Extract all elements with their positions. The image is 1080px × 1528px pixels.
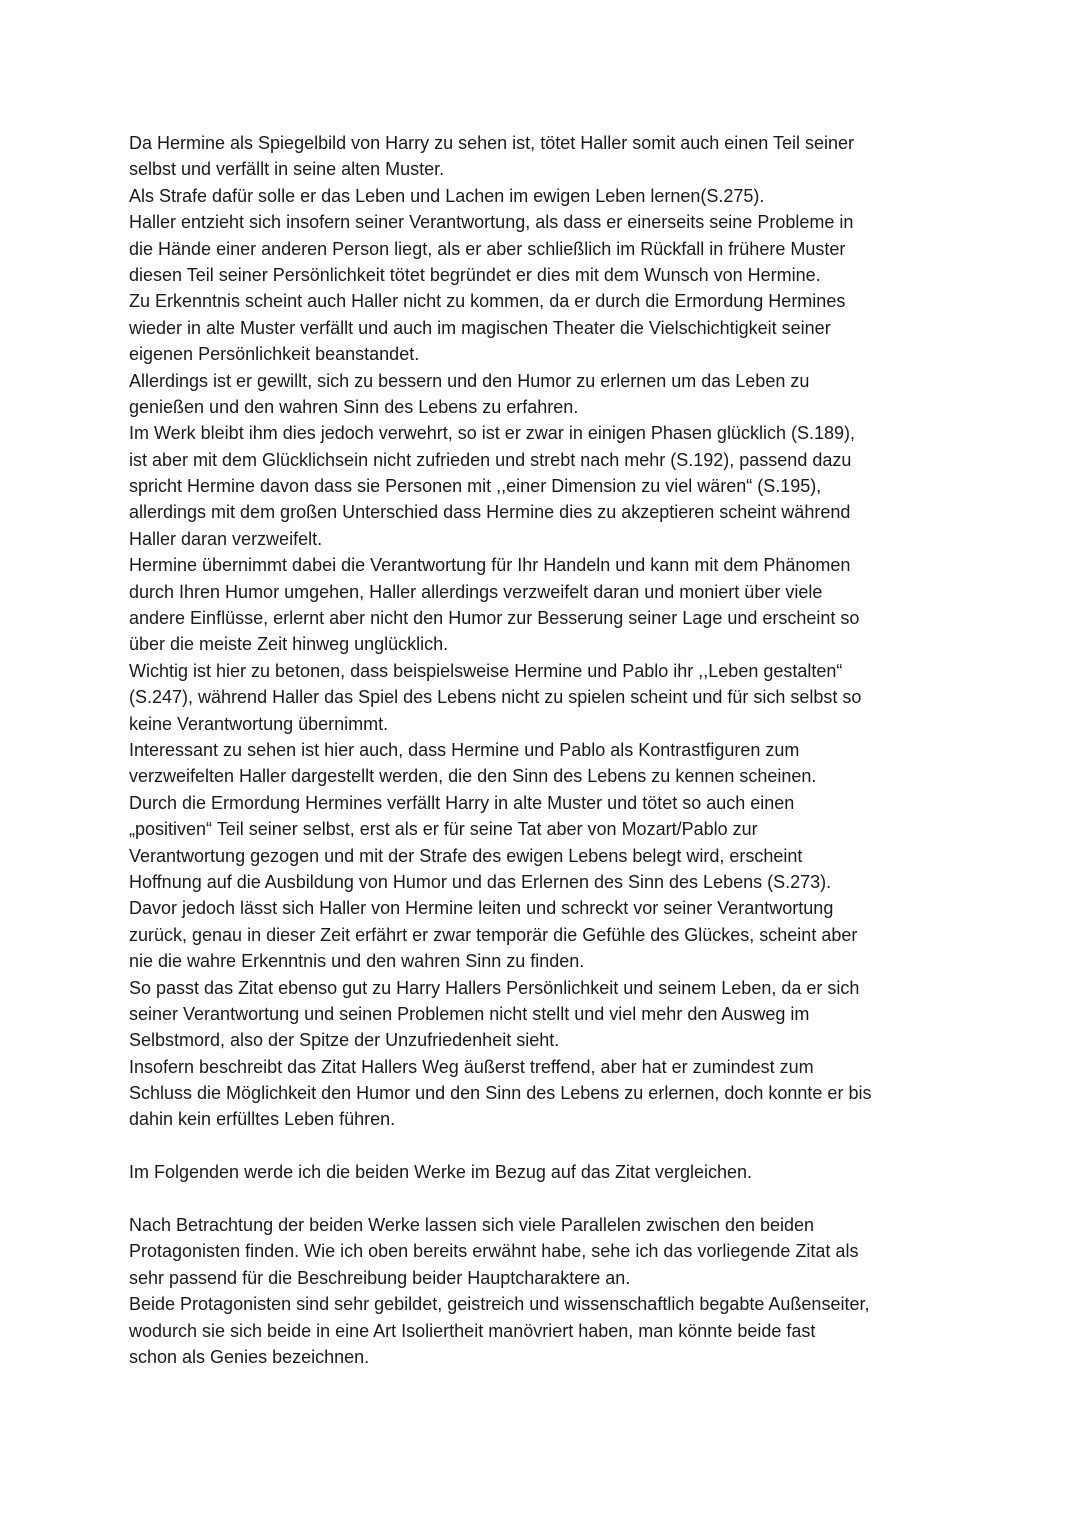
- text-line: ist aber mit dem Glücklichsein nicht zufrieden und strebt nach mehr (S.192), passend dazu: [129, 449, 852, 470]
- text-line: „positiven“ Teil seiner selbst, erst als er für seine Tat aber von Mozart/Pablo zur: [129, 819, 758, 840]
- text-line: wieder in alte Muster verfällt und auch im magischen Theater die Vielschichtigkeit seiner: [129, 317, 831, 338]
- text-line: durch Ihren Humor umgehen, Haller allerdings verzweifelt daran und moniert über viele: [129, 581, 823, 602]
- text-line: seiner Verantwortung und seinen Problemen nicht stellt und viel mehr den Ausweg im: [129, 1003, 810, 1024]
- text-line: Verantwortung gezogen und mit der Strafe des ewigen Lebens belegt wird, erscheint: [129, 845, 803, 866]
- text-line: Allerdings ist er gewillt, sich zu bessern und den Humor zu erlernen um das Leben zu: [129, 370, 810, 391]
- text-line: (S.247), während Haller das Spiel des Lebens nicht zu spielen scheint und für sich selbst so: [129, 687, 862, 708]
- text-line: die Hände einer anderen Person liegt, als er aber schließlich im Rückfall in frühere Muster: [129, 238, 846, 259]
- text-line: genießen und den wahren Sinn des Lebens zu erfahren.: [129, 396, 579, 417]
- text-line: Davor jedoch lässt sich Haller von Hermine leiten und schreckt vor seiner Verantwortung: [129, 898, 834, 919]
- text-line: Schluss die Möglichkeit den Humor und den Sinn des Lebens zu erlernen, doch konnte er bis: [129, 1083, 872, 1104]
- text-line: Beide Protagonisten sind sehr gebildet, geistreich und wissenschaftlich begabte Außenseiter,: [129, 1294, 870, 1315]
- text-line: Haller entzieht sich insofern seiner Verantwortung, als dass er einerseits seine Probleme in: [129, 212, 854, 233]
- text-line: verzweifelten Haller dargestellt werden, die den Sinn des Lebens zu kennen scheinen.: [129, 766, 817, 787]
- text-line: Im Folgenden werde ich die beiden Werke im Bezug auf das Zitat vergleichen.: [129, 1162, 753, 1183]
- text-line: spricht Hermine davon dass sie Personen mit ,,einer Dimension zu viel wären“ (S.195),: [129, 476, 822, 497]
- text-line: Da Hermine als Spiegelbild von Harry zu sehen ist, tötet Haller somit auch einen Teil seiner: [129, 133, 855, 153]
- text-line: eigenen Persönlichkeit beanstandet.: [129, 344, 420, 365]
- text-line: Haller daran verzweifelt.: [129, 528, 323, 549]
- text-line: schon als Genies bezeichnen.: [129, 1346, 370, 1367]
- text-line: Interessant zu sehen ist hier auch, dass Hermine und Pablo als Kontrastfiguren zum: [129, 739, 800, 760]
- text-line: Hermine übernimmt dabei die Verantwortung für Ihr Handeln und kann mit dem Phänomen: [129, 555, 851, 576]
- text-line: diesen Teil seiner Persönlichkeit tötet begründet er dies mit dem Wunsch von Hermine.: [129, 264, 821, 285]
- document-body: [129, 130, 959, 1370]
- text-line: Selbstmord, also der Spitze der Unzufriedenheit sieht.: [129, 1030, 560, 1051]
- text-line: Als Strafe dafür solle er das Leben und Lachen im ewigen Leben lernen(S.275).: [129, 185, 765, 206]
- text-line: keine Verantwortung übernimmt.: [129, 713, 389, 734]
- text-line: Zu Erkenntnis scheint auch Haller nicht zu kommen, da er durch die Ermordung Hermines: [129, 291, 846, 312]
- text-line: allerdings mit dem großen Unterschied dass Hermine dies zu akzeptieren scheint während: [129, 502, 851, 523]
- text-line: Hoffnung auf die Ausbildung von Humor und das Erlernen des Sinn des Lebens (S.273).: [129, 871, 832, 892]
- text-line: selbst und verfällt in seine alten Muster.: [129, 159, 445, 180]
- text-line: über die meiste Zeit hinweg unglücklich.: [129, 634, 449, 655]
- text-line: Protagonisten finden. Wie ich oben bereits erwähnt habe, sehe ich das vorliegende Zitat als: [129, 1241, 859, 1262]
- text-line: nie die wahre Erkenntnis und den wahren Sinn zu finden.: [129, 951, 585, 972]
- text-line: Durch die Ermordung Hermines verfällt Harry in alte Muster und tötet so auch einen: [129, 792, 795, 813]
- text-line: sehr passend für die Beschreibung beider Hauptcharaktere an.: [129, 1267, 631, 1288]
- text-line: andere Einflüsse, erlernt aber nicht den Humor zur Besserung seiner Lage und erscheint so: [129, 608, 860, 629]
- paragraph-spacer: [129, 1186, 959, 1212]
- text-line: Nach Betrachtung der beiden Werke lassen sich viele Parallelen zwischen den beiden: [129, 1215, 815, 1236]
- text-line: wodurch sie sich beide in eine Art Isoliertheit manövriert haben, man könnte beide fast: [129, 1320, 816, 1341]
- text-line: So passt das Zitat ebenso gut zu Harry Hallers Persönlichkeit und seinem Leben, da er sich: [129, 977, 860, 998]
- text-line: Im Werk bleibt ihm dies jedoch verwehrt, so ist er zwar in einigen Phasen glücklich (S.189),: [129, 423, 855, 444]
- text-line: Wichtig ist hier zu betonen, dass beispielsweise Hermine und Pablo ihr ,,Leben gestalten“: [129, 660, 843, 681]
- text-line: Insofern beschreibt das Zitat Hallers Weg äußerst treffend, aber hat er zumindest zum: [129, 1056, 814, 1077]
- text-line: zurück, genau in dieser Zeit erfährt er zwar temporär die Gefühle des Glückes, scheint aber: [129, 924, 858, 945]
- paragraph-spacer: [129, 1133, 959, 1159]
- text-line: dahin kein erfülltes Leben führen.: [129, 1109, 396, 1130]
